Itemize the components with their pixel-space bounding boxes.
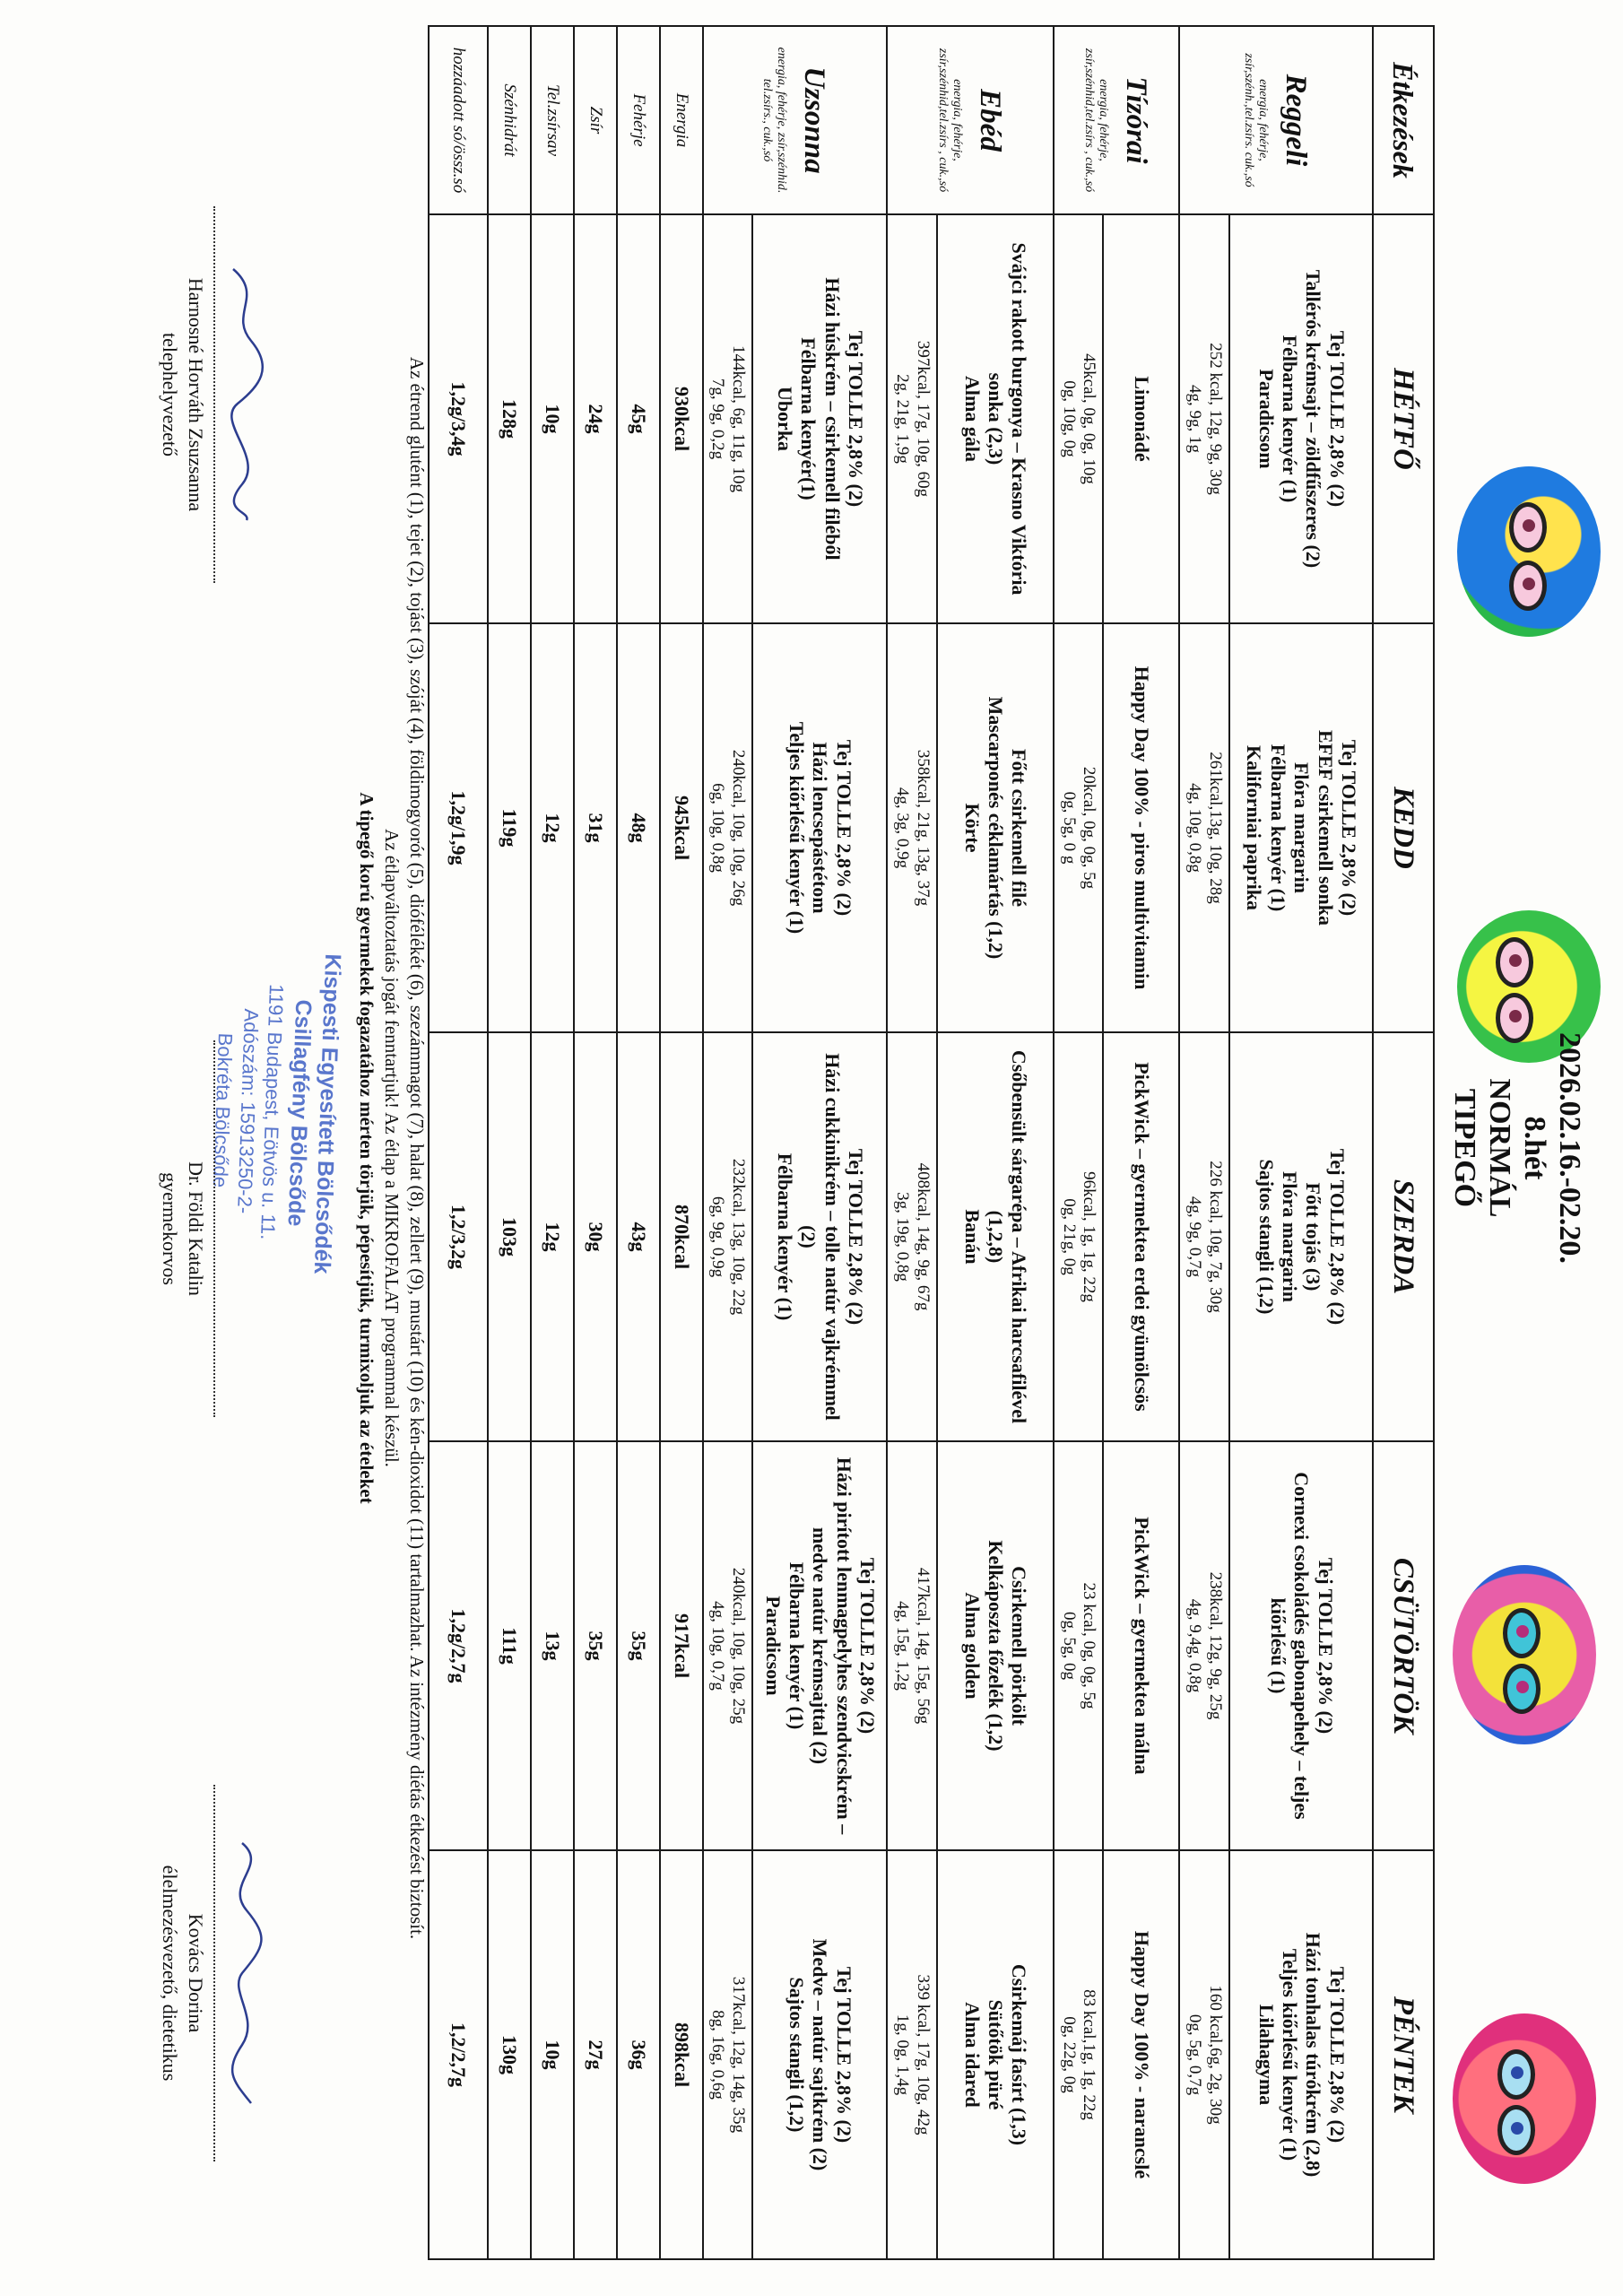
stamp-line-3: 1191 Budapest, Eötvös u. 11. [256,983,289,1240]
age-group: TIPEGŐ [1447,1088,1481,1208]
day-friday: PÉNTEK [1373,1850,1434,2259]
summary-value-2-4: 27g [574,1850,617,2259]
menu-item-reggeli-4: Tej TOLLE 2,8% (2) Házi tonhalas túrókrém (2,8) Teljes kiőrlésű kenyér (1) Lilahagyma [1229,1850,1373,2259]
meal-nutrition-legend-3: energia, fehérje, zsír,szénhid. tel.zsírs., cuk.,só [759,47,789,194]
signature-3-role: élelmezésvezető, dietetikus [159,1865,182,2082]
menu-item-ebed-2: Csőbensült sárgarépa – Afrikai harcsafilével (1,2,8) Banán [937,1032,1054,1441]
meals-corner-label: Étkezések [1373,26,1434,214]
summary-value-1-4: 36g [617,1850,660,2259]
menu-item-ebed-4: Csirkemáj fasírt (1,3) Sütőtök püré Alma idared [937,1850,1054,2259]
nutrition-row-reggeli [1179,26,1229,2259]
summary-value-5-2: 1,2/3,2g [429,1032,488,1441]
summary-value-1-2: 43g [617,1032,660,1441]
summary-value-3-1: 12g [531,623,574,1032]
menu-item-reggeli-0: Tej TOLLE 2,8% (2) Tallérós krémsajt – zöldfűszeres (2) Félbarna kenyér (1) Paradicsom [1229,214,1373,623]
summary-value-2-1: 31g [574,623,617,1032]
summary-value-3-0: 10g [531,214,574,623]
summary-value-1-0: 45g [617,214,660,623]
menu-item-ebed-0: Svájci rakott burgonya – Krasno Viktória sonka (2,3) Alma gála [937,214,1054,623]
date-range: 2026.02.16.-02.20. [1553,1032,1586,1264]
summary-row-0 [660,26,703,2259]
summary-value-3-3: 13g [531,1441,574,1850]
meal-row-uzsonna [752,26,887,2259]
nutrition-ebed-0: 397kcal, 17g, 10g, 60g 2g, 21g, 1,9g [887,214,937,623]
nutrition-tizorai-4: 83 kcal,1g, 1g, 22g 0g, 22g, 0g [1054,1850,1104,2259]
signature-1-name: Harnosné Horváth Zsuzsanna [185,277,207,512]
summary-value-4-0: 128g [488,214,531,623]
meal-row-reggeli [1229,26,1373,2259]
summary-row-5 [429,26,488,2259]
nutrition-row-ebed [887,26,937,2259]
meal-nutrition-legend-2: energia, fehérje, zsír,szénhid,tel.zsírs , cuk.,só [935,48,964,193]
stamp-line-2: Csillagfény Bölcsőde [282,999,317,1227]
handwritten-signature-3 [224,1839,269,2108]
summary-value-4-2: 103g [488,1032,531,1441]
texture-note: A tipegő korú gyermekek fogazatához mérten törjük, pépesítjük, turmixoljuk az ételeket [356,792,378,1504]
summary-row-3 [531,26,574,2259]
summary-value-0-3: 917kcal [660,1441,703,1850]
summary-value-4-3: 111g [488,1441,531,1850]
nutrition-uzsonna-3: 240kcal, 10g, 10g, 25g 4g, 10g, 0,7g [703,1441,753,1850]
owl-mask-decoration [1453,1565,1596,1744]
signature-1-role: telephelyvezető [159,332,182,457]
day-wednesday: SZERDA [1373,1032,1434,1441]
signature-3-name: Kovács Dorina [185,1913,207,2033]
menu-item-reggeli-3: Tej TOLLE 2,8% (2) Cornexi csokoládés gabonapehely – teljes kiőrlésű (1) [1229,1441,1373,1850]
summary-value-0-4: 898kcal [660,1850,703,2259]
menu-item-uzsonna-4: Tej TOLLE 2,8% (2) Medve – natúr sajtkrém (2) Sajtos stangli (1,2) [752,1850,887,2259]
signature-block-1 [157,206,278,583]
summary-value-0-1: 945kcal [660,623,703,1032]
summary-value-0-2: 870kcal [660,1032,703,1441]
summary-value-3-4: 10g [531,1850,574,2259]
summary-value-0-0: 930kcal [660,214,703,623]
menu-item-tizorai-0: Limonádé [1103,214,1179,623]
day-monday: HÉTFŐ [1373,214,1434,623]
day-header-row [1373,26,1434,2259]
meal-label-reggeli: Reggeli energia, fehérje, zsír,szénh.,tel.zsírs. cuk.,só [1179,26,1373,214]
summary-label-4: Szénhidrát [488,26,531,214]
nutrition-reggeli-1: 261kcal,13g, 10g, 28g 4g, 10g, 0,8g [1179,623,1229,1032]
leopard-mask-decoration [1457,466,1601,637]
summary-row-4 [488,26,531,2259]
nutrition-uzsonna-1: 240kcal, 10g, 10g, 26g 6g, 10g, 0,8g [703,623,753,1032]
summary-label-2: Zsír [574,26,617,214]
signature-2-role: gyermekorvos [159,1172,182,1285]
meal-label-ebed: Ebéd energia, fehérje, zsír,szénhid,tel.zsírs , cuk.,só [887,26,1054,214]
summary-value-2-0: 24g [574,214,617,623]
menu-item-uzsonna-0: Tej TOLLE 2,8% (2) Házi húskrém – csirkemell filéből Félbarna kenyér(1) Uborka [752,214,887,623]
stamp-line-5: Bokréta Bölcsőde [209,1032,238,1188]
day-thursday: CSÜTÖRTÖK [1373,1441,1434,1850]
menu-item-reggeli-1: Tej TOLLE 2,8% (2) EFEF csirkemell sonka Flóra margarin Félbarna kenyér (1) Kaliforniai paprika [1229,623,1373,1032]
handwritten-signature-1 [224,260,269,529]
menu-item-ebed-1: Főtt csirkemell filé Mascarponés céklamártás (1,2) Körte [937,623,1054,1032]
meal-nutrition-legend-1: energia, fehérje, zsír,szénhid,tel.zsírs , cuk.,só [1081,48,1110,193]
meal-label-tizorai: Tízórai energia, fehérje, zsír,szénhid,tel.zsírs , cuk.,só [1054,26,1180,214]
nutrition-ebed-4: 339 kcal, 17g, 10g, 42g 1g, 0g, 1,4g [887,1850,937,2259]
menu-item-uzsonna-2: Tej TOLLE 2,8% (2) Házi cukkinikrém – tolle natúr vajkrémmel (2) Félbarna kenyér (1) [752,1032,887,1441]
signature-block-2 [157,1040,278,1417]
summary-row-2 [574,26,617,2259]
meal-row-tizorai [1103,26,1179,2259]
summary-label-3: Tel.zsírsav [531,26,574,214]
cat-mask-decoration [1453,2013,1596,2184]
summary-value-1-3: 35g [617,1441,660,1850]
summary-value-5-4: 1,2/2,7g [429,1850,488,2259]
summary-label-0: Energia [660,26,703,214]
menu-item-ebed-3: Csirkemell pörkölt Kelkáposzta főzelék (1,2) Alma golden [937,1441,1054,1850]
signature-block-3 [157,1785,278,2161]
summary-label-1: Fehérje [617,26,660,214]
nutrition-reggeli-2: 226 kcal, 10g, 7g, 30g 4g, 9g, 0,7g [1179,1032,1229,1441]
nutrition-tizorai-0: 45kcal, 0g, 0g, 10g 0g, 10g, 0g [1054,214,1104,623]
summary-label-5: hozzáadott só/össz.só [429,26,488,214]
meal-row-ebed [937,26,1054,2259]
summary-value-2-2: 30g [574,1032,617,1441]
weekly-menu-table [428,25,1435,2260]
summary-row-1 [617,26,660,2259]
nutrition-uzsonna-4: 317kcal, 12g, 14g, 35g 8g, 16g, 0,6g [703,1850,753,2259]
nutrition-tizorai-3: 23 kcal, 0g, 0g, 5g 0g, 5g, 0g [1054,1441,1104,1850]
summary-value-3-2: 12g [531,1032,574,1441]
stamp-line-1: Kispesti Egyesített Bölcsődék [308,953,346,1274]
nutrition-reggeli-4: 160 kcal,6g, 2g, 30g 0g, 5g, 0,7g [1179,1850,1229,2259]
summary-value-5-3: 1,2g/2,7g [429,1441,488,1850]
nutrition-reggeli-3: 238kcal, 12g, 9g, 25g 4g, 9,4g, 0,8g [1179,1441,1229,1850]
nutrition-tizorai-2: 96kcal, 1g, 1g, 22g 0g, 21g, 0g [1054,1032,1104,1441]
day-tuesday: KEDD [1373,623,1434,1032]
menu-header [1447,978,1587,1318]
menu-type: NORMÁL [1482,1078,1516,1218]
allergen-note: Az étrend glutént (1), tejet (2), tojást (3), szóját (4), földimogyorót (5), diófélékét (6), szezámmagot (7), halat (8), zellert (9), mustárt (10) és kén-dioxidot (11) tartalmazhat. Az intézmény diétás étkezést biztosít. [406,356,428,1940]
menu-item-tizorai-1: Happy Day 100% - piros multivitamin [1103,623,1179,1032]
meal-nutrition-legend-0: energia, fehérje, zsír,szénh.,tel.zsírs. cuk.,só [1241,53,1270,187]
nutrition-row-tizorai [1054,26,1104,2259]
nutrition-ebed-3: 417kcal, 14g, 15g, 56g 4g, 15g, 1,2g [887,1441,937,1850]
summary-value-2-3: 35g [574,1441,617,1850]
nutrition-row-uzsonna [703,26,753,2259]
nutrition-reggeli-0: 252 kcal, 12g, 9g, 30g 4g, 9g, 1g [1179,214,1229,623]
summary-value-4-4: 130g [488,1850,531,2259]
menu-item-tizorai-3: PickWick – gyermektea málna [1103,1441,1179,1850]
stamp-line-4: Adószám: 15913250-2- [233,1008,264,1214]
summary-value-5-1: 1,2g/1,9g [429,623,488,1032]
menu-item-tizorai-2: PickWick – gyermektea erdei gyümölcsös [1103,1032,1179,1441]
menu-item-uzsonna-3: Tej TOLLE 2,8% (2) Házi pirított lenmagpelyhes szendvicskrém – medve natúr krémsajttal (2) Félbarna kenyér (1) Paradicsom [752,1441,887,1850]
nutrition-ebed-1: 358kcal, 21g, 13g, 37g 4g, 3g, 0,9g [887,623,937,1032]
nutrition-ebed-2: 408kcal, 14g, 9g, 67g 3g, 19g, 0,8g [887,1032,937,1441]
summary-value-1-1: 48g [617,623,660,1032]
signature-2-name: Dr. Földi Katalin [185,1161,207,1296]
summary-value-4-1: 119g [488,623,531,1032]
menu-item-uzsonna-1: Tej TOLLE 2,8% (2) Házi lencsepástétom Teljes kiőrlésű kenyér (1) [752,623,887,1032]
week-number: 8.hét [1517,1116,1551,1180]
nutrition-uzsonna-2: 232kcal, 13g, 10g, 22g 6g, 9g, 0,9g [703,1032,753,1441]
menu-change-note: Az étlapváltoztatás jogát fenntartjuk! Az étlap a MIKROFALAT programmal készül. [381,829,403,1467]
nutrition-tizorai-1: 20kcal, 0g, 0g, 5g 0g, 5g, 0 g [1054,623,1104,1032]
summary-value-5-0: 1,2g/3,4g [429,214,488,623]
nutrition-uzsonna-0: 144kcal, 6g, 11g, 10g 7g, 9g, 0,2g [703,214,753,623]
menu-item-reggeli-2: Tej TOLLE 2,8% (2) Főtt tojás (3) Flóra margarin Sajtos stangli (1,2) [1229,1032,1373,1441]
menu-item-tizorai-4: Happy Day 100% - narancslé [1103,1850,1179,2259]
meal-label-uzsonna: Uzsonna energia, fehérje, zsír,szénhid. tel.zsírs., cuk.,só [703,26,888,214]
